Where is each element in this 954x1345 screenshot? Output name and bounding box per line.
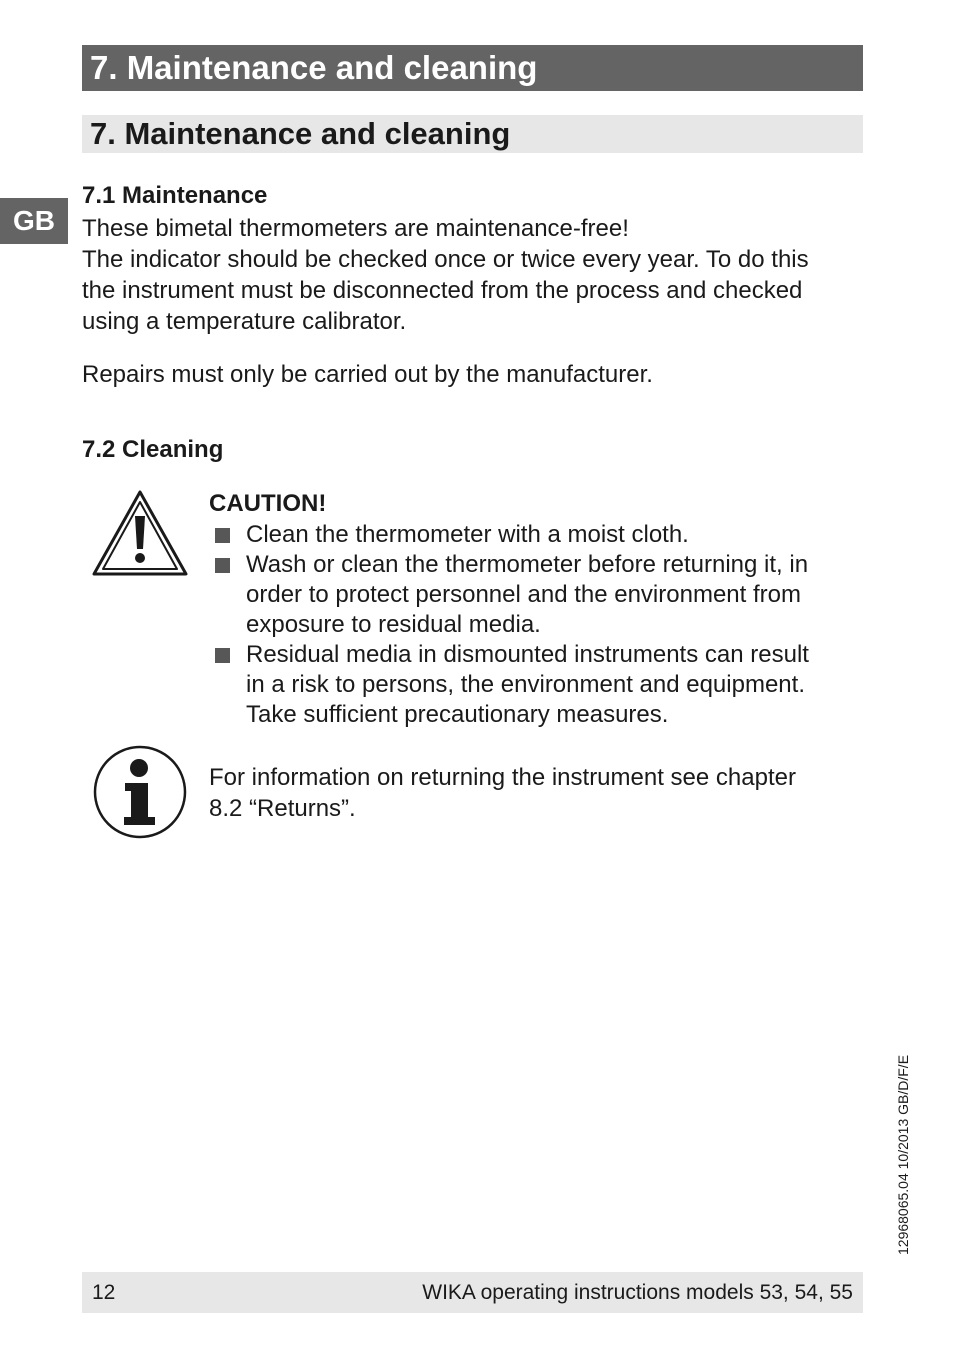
list-item-line: order to protect personnel and the environment from xyxy=(246,581,801,608)
square-bullet-icon xyxy=(215,558,230,573)
square-bullet-icon xyxy=(215,648,230,663)
page-number: 12 xyxy=(92,1281,116,1304)
list-item-line: Wash or clean the thermometer before returning it, in xyxy=(246,551,809,578)
list-item xyxy=(209,640,859,730)
square-bullet-icon xyxy=(215,528,230,543)
repairs-text xyxy=(82,359,872,390)
warning-triangle-icon xyxy=(91,489,189,577)
maintenance-line: These bimetal thermometers are maintenance-free! xyxy=(82,215,629,242)
section-heading: 7. Maintenance and cleaning xyxy=(82,115,863,153)
list-item-line: exposure to residual media. xyxy=(246,611,541,638)
info-note xyxy=(209,762,796,824)
maintenance-line: using a temperature calibrator. xyxy=(82,308,407,335)
list-item-line: Residual media in dismounted instruments can result xyxy=(246,641,809,668)
chapter-header: 7. Maintenance and cleaning xyxy=(82,45,863,91)
language-tab: GB xyxy=(0,198,68,244)
caution-list xyxy=(209,520,859,730)
cleaning-heading: 7.2 Cleaning xyxy=(82,436,224,463)
list-item xyxy=(209,550,859,640)
page-footer xyxy=(82,1272,863,1313)
info-icon xyxy=(93,745,187,839)
maintenance-line: the instrument must be disconnected from the process and checked xyxy=(82,277,803,304)
list-item-line: Clean the thermometer with a moist cloth. xyxy=(246,521,689,548)
maintenance-line: The indicator should be checked once or twice every year. To do this xyxy=(82,246,809,273)
footer-doc-title: WIKA operating instructions models 53, 54, 55 xyxy=(422,1281,853,1304)
document-code: 12968065.04 10/2013 GB/D/F/E xyxy=(895,1054,911,1255)
list-item xyxy=(209,520,859,550)
maintenance-heading: 7.1 Maintenance xyxy=(82,182,268,209)
maintenance-text xyxy=(82,213,872,337)
list-item-line: in a risk to persons, the environment and equipment. xyxy=(246,671,805,698)
repairs-line: Repairs must only be carried out by the manufacturer. xyxy=(82,361,653,388)
caution-title: CAUTION! xyxy=(209,490,327,517)
info-line: For information on returning the instrument see chapter xyxy=(209,764,796,791)
list-item-line: Take sufficient precautionary measures. xyxy=(246,701,669,728)
info-line: 8.2 “Returns”. xyxy=(209,795,356,822)
